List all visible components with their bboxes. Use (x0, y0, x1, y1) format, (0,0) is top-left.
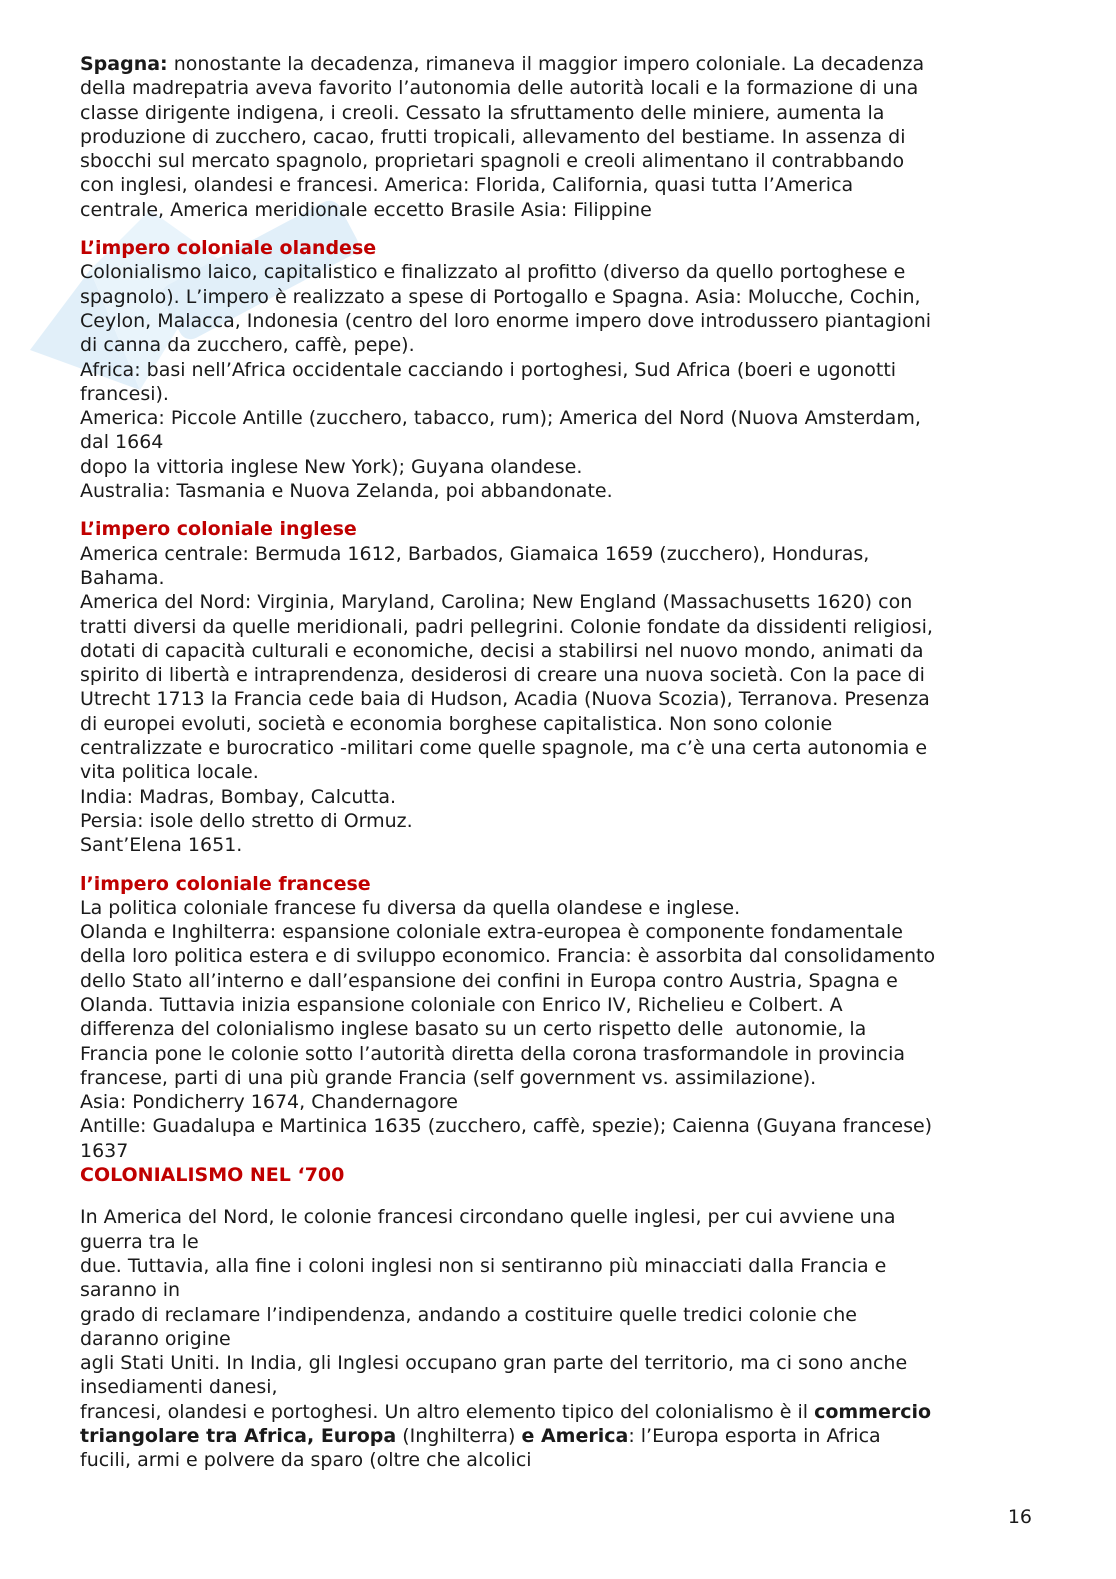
settecento-text-a: francesi, olandesi e portoghesi. Un altro elemento tipico del colonialismo è il (80, 1400, 815, 1423)
intro-line-2: classe dirigente indigena, i creoli. Cessato la sfruttamento delle miniere, aumenta la (80, 101, 885, 124)
inglese-line-0: America centrale: Bermuda 1612, Barbados, Giamaica 1659 (zucchero), Honduras, (80, 542, 870, 565)
settecento-line-7: insediamenti danesi, (80, 1376, 278, 1399)
francese-line-6: Francia pone le colonie sotto l’autorità diretta della corona trasformandole in provincia (80, 1042, 905, 1065)
settecento-line-9 (80, 1424, 1020, 1448)
francese-line-1: Olanda e Inghilterra: espansione coloniale extra-europea è componente fondamentale (80, 921, 903, 944)
olandese-line-7: dal 1664 (80, 431, 164, 454)
settecento-line-8 (80, 1400, 1020, 1424)
section-title-inglese: L’impero coloniale inglese (80, 518, 357, 541)
francese-line-9: Antille: Guadalupa e Martinica 1635 (zucchero, caffè, spezie); Caienna (Guyana francese) (80, 1115, 933, 1138)
inglese-line-5: spirito di libertà e intraprendenza, desiderosi di creare una nuova società. Con la pace di (80, 664, 925, 687)
settecento-bold-a: commercio (814, 1400, 932, 1423)
francese-line-4: Olanda. Tuttavia inizia espansione coloniale con Enrico IV, Richelieu e Colbert. A (80, 993, 843, 1016)
settecento-line-5: daranno origine (80, 1327, 231, 1350)
olandese-line-3: di canna da zucchero, caffè, pepe). (80, 334, 415, 357)
francese-line-2: della loro politica estera e di sviluppo economico. Francia: è assorbita dal consolidamento (80, 945, 936, 968)
inglese-line-1: Bahama. (80, 566, 165, 589)
intro-line-4: sbocchi sul mercato spagnolo, proprietari spagnoli e creoli alimentano il contrabbando (80, 150, 905, 173)
settecento-line-4: grado di reclamare l’indipendenza, andando a costituire quelle tredici colonie che (80, 1303, 857, 1326)
settecento-text-b1: (Inghilterra) (396, 1425, 522, 1448)
intro-line-0 (80, 52, 1020, 76)
settecento-line-10: fucili, armi e polvere da sparo (oltre che alcolici (80, 1449, 532, 1472)
olandese-line-8: dopo la vittoria inglese New York); Guyana olandese. (80, 455, 583, 478)
intro-text-0: nonostante la decadenza, rimaneva il maggior impero coloniale. La decadenza (167, 53, 925, 75)
intro-label: Spagna: (80, 53, 168, 75)
inglese-line-10: India: Madras, Bombay, Calcutta. (80, 785, 397, 808)
olandese-line-1: spagnolo). L’impero è realizzato a spese di Portogallo e Spagna. Asia: Molucche, Cochin, (80, 285, 921, 308)
olandese-line-2: Ceylon, Malacca, Indonesia (centro del loro enorme impero dove introdussero piantagioni (80, 309, 932, 332)
settecento-line-3: saranno in (80, 1279, 181, 1302)
section-title-olandese: L’impero coloniale olandese (80, 237, 377, 260)
francese-line-0: La politica coloniale francese fu diversa da quella olandese e inglese. (80, 896, 741, 919)
francese-line-5: differenza del colonialismo inglese basato su un certo rispetto delle autonomie, la (80, 1018, 867, 1041)
document-page (80, 52, 1020, 1473)
olandese-line-6: America: Piccole Antille (zucchero, tabacco, rum); America del Nord (Nuova Amsterdam, (80, 407, 921, 430)
settecento-bold-b2: e America (521, 1425, 629, 1448)
intro-line-5: con inglesi, olandesi e francesi. America: Florida, California, quasi tutta l’America (80, 174, 854, 197)
francese-line-8: Asia: Pondicherry 1674, Chandernagore (80, 1091, 458, 1114)
intro-line-1: della madrepatria aveva favorito l’autonomia delle autorità locali e la formazione di una (80, 77, 919, 100)
settecento-bold-b1: triangolare tra Africa, Europa (80, 1425, 397, 1448)
settecento-line-0: In America del Nord, le colonie francesi circondano quelle inglesi, per cui avviene una (80, 1206, 896, 1229)
intro-line-3: produzione di zucchero, cacao, frutti tropicali, allevamento del bestiame. In assenza di (80, 125, 906, 148)
page-number: 16 (1007, 1506, 1032, 1528)
olandese-line-5: francesi). (80, 382, 169, 405)
inglese-line-9: vita politica locale. (80, 761, 259, 784)
inglese-line-12: Sant’Elena 1651. (80, 834, 243, 857)
intro-line-6: centrale, America meridionale eccetto Brasile Asia: Filippine (80, 198, 652, 221)
francese-line-10: 1637 (80, 1139, 129, 1162)
section-title-francese: l’impero coloniale francese (80, 872, 371, 895)
inglese-line-7: di europei evoluti, società e economia borghese capitalistica. Non sono colonie (80, 712, 833, 735)
francese-line-7: francese, parti di una più grande Francia (self government vs. assimilazione). (80, 1066, 817, 1089)
settecento-line-1: guerra tra le (80, 1230, 199, 1253)
settecento-line-6: agli Stati Uniti. In India, gli Inglesi occupano gran parte del territorio, ma ci sono anche (80, 1352, 908, 1375)
inglese-line-8: centralizzate e burocratico -militari come quelle spagnole, ma c’è una certa autonomia e (80, 737, 928, 760)
inglese-line-4: dotati di capacità culturali e economiche, decisi a stabilirsi nel nuovo mondo, animati da (80, 639, 924, 662)
section-title-settecento: COLONIALISMO NEL ‘700 (80, 1164, 345, 1187)
olandese-line-4: Africa: basi nell’Africa occidentale cacciando i portoghesi, Sud Africa (boeri e ugonotti (80, 358, 897, 381)
inglese-line-11: Persia: isole dello stretto di Ormuz. (80, 809, 413, 832)
inglese-line-2: America del Nord: Virginia, Maryland, Carolina; New England (Massachusetts 1620) con (80, 591, 913, 614)
olandese-line-0: Colonialismo laico, capitalistico e finalizzato al profitto (diverso da quello portoghese e (80, 261, 906, 284)
settecento-line-2: due. Tuttavia, alla fine i coloni inglesi non si sentiranno più minacciati dalla Francia e (80, 1254, 887, 1277)
olandese-line-9: Australia: Tasmania e Nuova Zelanda, poi abbandonate. (80, 480, 613, 503)
francese-line-3: dello Stato all’interno e dall’espansione dei confini in Europa contro Austria, Spagna e (80, 969, 898, 992)
inglese-line-6: Utrecht 1713 la Francia cede baia di Hudson, Acadia (Nuova Scozia), Terranova. Presenza (80, 688, 930, 711)
inglese-line-3: tratti diversi da quelle meridionali, padri pellegrini. Colonie fondate da dissidenti religiosi, (80, 615, 933, 638)
settecento-text-b2: : l’Europa esporta in Africa (628, 1425, 881, 1448)
